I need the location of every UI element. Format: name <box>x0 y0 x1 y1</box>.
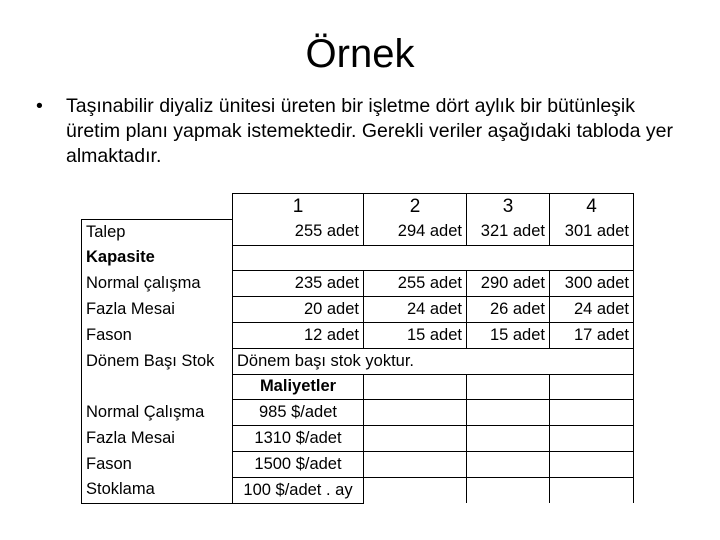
regular-month-2: 255 adet <box>364 271 467 297</box>
planning-table <box>81 193 634 504</box>
costs-label-spacer <box>82 374 233 400</box>
slide-title: Örnek <box>305 32 415 76</box>
subcontract-month-4: 17 adet <box>550 322 634 348</box>
table-row <box>82 297 634 323</box>
costs-empty-cell <box>550 374 634 400</box>
cost-empty-cell <box>364 477 467 503</box>
cost-subcontract-value: 1500 $/adet <box>233 451 364 477</box>
table-row <box>82 348 634 374</box>
cost-overtime-label: Fazla Mesai <box>82 426 233 452</box>
subcontract-label: Fason <box>82 322 233 348</box>
overtime-month-2: 24 adet <box>364 297 467 323</box>
subcontract-month-2: 15 adet <box>364 322 467 348</box>
cost-empty-cell <box>467 426 550 452</box>
cost-empty-cell <box>364 400 467 426</box>
planning-table-container <box>81 193 634 504</box>
demand-month-3: 321 adet <box>467 219 550 245</box>
table-row <box>82 477 634 503</box>
month-4-header: 4 <box>550 194 634 220</box>
cost-empty-cell <box>467 451 550 477</box>
capacity-spacer <box>467 245 550 271</box>
costs-empty-cell <box>467 374 550 400</box>
regular-month-1: 235 adet <box>233 271 364 297</box>
capacity-heading: Kapasite <box>82 245 233 271</box>
cost-regular-value: 985 $/adet <box>233 400 364 426</box>
table-row <box>82 322 634 348</box>
cost-empty-cell <box>550 451 634 477</box>
regular-month-3: 290 adet <box>467 271 550 297</box>
month-2-header: 2 <box>364 194 467 220</box>
table-row <box>82 451 634 477</box>
table-header-row <box>82 194 634 220</box>
cost-empty-cell <box>550 400 634 426</box>
demand-month-1: 255 adet <box>233 219 364 245</box>
cost-overtime-value: 1310 $/adet <box>233 426 364 452</box>
overtime-month-3: 26 adet <box>467 297 550 323</box>
cost-empty-cell <box>550 477 634 503</box>
overtime-month-1: 20 adet <box>233 297 364 323</box>
table-row <box>82 219 634 245</box>
capacity-spacer <box>364 245 467 271</box>
bullet-icon: • <box>36 95 43 117</box>
overtime-label: Fazla Mesai <box>82 297 233 323</box>
cost-subcontract-label: Fason <box>82 451 233 477</box>
cost-empty-cell <box>364 451 467 477</box>
month-1-header: 1 <box>233 194 364 220</box>
table-header-empty <box>82 194 233 220</box>
initial-stock-label: Dönem Başı Stok <box>82 348 233 374</box>
capacity-spacer <box>550 245 634 271</box>
cost-holding-label: Stoklama <box>82 477 233 503</box>
month-3-header: 3 <box>467 194 550 220</box>
table-row <box>82 245 634 271</box>
capacity-spacer <box>233 245 364 271</box>
intro-paragraph <box>36 94 676 168</box>
table-row <box>82 426 634 452</box>
costs-empty-cell <box>364 374 467 400</box>
cost-empty-cell <box>467 477 550 503</box>
costs-heading: Maliyetler <box>233 374 364 400</box>
demand-label: Talep <box>82 219 233 245</box>
regular-month-4: 300 adet <box>550 271 634 297</box>
cost-empty-cell <box>467 400 550 426</box>
regular-label: Normal çalışma <box>82 271 233 297</box>
overtime-month-4: 24 adet <box>550 297 634 323</box>
subcontract-month-1: 12 adet <box>233 322 364 348</box>
cost-holding-value: 100 $/adet . ay <box>233 477 364 503</box>
subcontract-month-3: 15 adet <box>467 322 550 348</box>
cost-empty-cell <box>550 426 634 452</box>
cost-regular-label: Normal Çalışma <box>82 400 233 426</box>
demand-month-2: 294 adet <box>364 219 467 245</box>
initial-stock-note: Dönem başı stok yoktur. <box>233 348 634 374</box>
table-row <box>82 400 634 426</box>
demand-month-4: 301 adet <box>550 219 634 245</box>
intro-text: Taşınabilir diyaliz ünitesi üreten bir işletme dört aylık bir bütünleşik üretim planı yapmak istemektedir. Gerekli veriler aşağıdaki tabloda yer almaktadır. <box>66 95 673 167</box>
table-row <box>82 374 634 400</box>
table-row <box>82 271 634 297</box>
cost-empty-cell <box>364 426 467 452</box>
